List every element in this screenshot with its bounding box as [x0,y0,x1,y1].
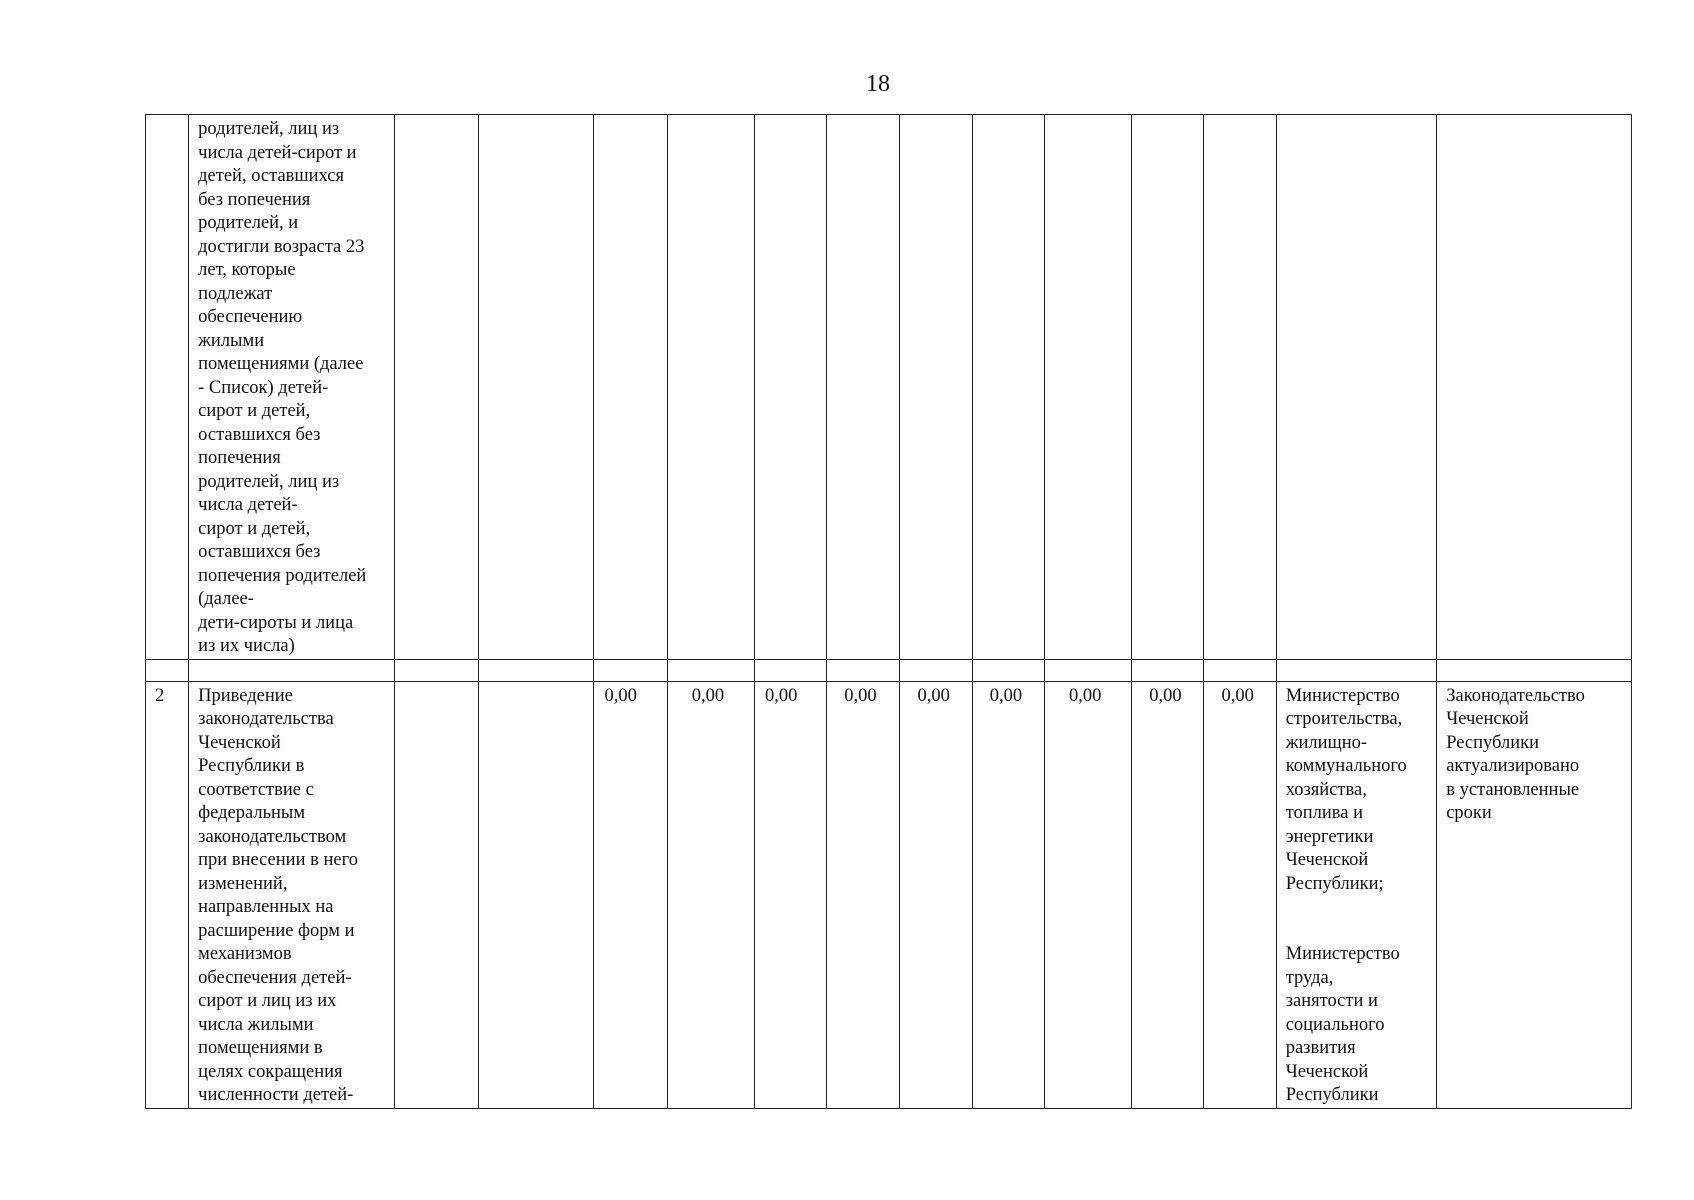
cell-empty [1276,115,1437,660]
cell-value: 0,00 [667,681,754,1108]
table-row-continued [146,115,1632,660]
cell-empty [1044,115,1131,660]
page-number: 18 [866,71,890,97]
cell-empty [1437,115,1632,660]
cell-empty [900,659,972,681]
cell-value: 0,00 [755,681,827,1108]
cell-empty [755,659,827,681]
cell-empty [972,659,1044,681]
cell-empty [594,659,667,681]
cell-empty [479,681,594,1108]
cell-empty [755,115,827,660]
cell-empty [479,659,594,681]
table-row-spacer [146,659,1632,681]
cell-executors [1276,681,1437,1108]
cell-value: 0,00 [1044,681,1131,1108]
cell-empty [189,659,395,681]
expected-result-text: Законодательство Чеченской Республики актуализировано в установленные сроки [1446,685,1585,823]
cell-value: 0,00 [1132,681,1204,1108]
cell-description [189,115,395,660]
cell-item-number: 2 [146,681,189,1108]
cell-empty [1204,115,1276,660]
cell-empty [667,659,754,681]
executor-gap [1286,896,1431,943]
cell-empty [594,115,667,660]
cell-empty [394,681,478,1108]
cell-value: 0,00 [1204,681,1276,1108]
cell-value: 0,00 [900,681,972,1108]
cell-value: 0,00 [594,681,667,1108]
cell-empty [1204,659,1276,681]
executor-ministry-labor: Министерство труда, занятости и социального развития Чеченской Республики [1285,944,1400,1105]
cell-empty [394,115,478,660]
cell-empty [394,659,478,681]
cell-empty [972,115,1044,660]
cell-empty [827,115,900,660]
cell-empty [479,115,594,660]
cell-empty [1276,659,1437,681]
description-text: Приведение законодательства Чеченской Республики в соответствие с федеральным законодательством при внесении в него изменений, направленных на расширение форм и механизмов обеспечения детей- сирот и лиц из их числа жилыми помещениями в целях сокращения численности детей- [198,685,358,1105]
cell-empty [827,659,900,681]
cell-description [189,681,395,1108]
cell-empty [1132,115,1204,660]
executor-ministry-construction: Министерство строительства, жилищно- коммунального хозяйства, топлива и энергетики Чеченской Республики; [1285,685,1407,894]
description-text: родителей, лиц из числа детей-сирот и детей, оставшихся без попечения родителей, и достигли возраста 23 лет, которые подлежат обеспечению жилыми помещениями (далее - Список) детей- сирот и детей, оставшихся без попечения родителей, лиц из числа детей- сирот и детей, оставшихся без попечения родителей (далее- дети-сироты и лица из их числа) [198,119,367,656]
cell-empty [1044,659,1131,681]
cell-empty [900,115,972,660]
cell-empty [1437,659,1632,681]
program-table [145,114,1632,1109]
cell-number [146,115,189,660]
cell-empty [1132,659,1204,681]
cell-value: 0,00 [972,681,1044,1108]
cell-empty [146,659,189,681]
table-row-item-2 [146,681,1632,1108]
cell-result [1437,681,1632,1108]
cell-value: 0,00 [827,681,900,1108]
cell-empty [667,115,754,660]
